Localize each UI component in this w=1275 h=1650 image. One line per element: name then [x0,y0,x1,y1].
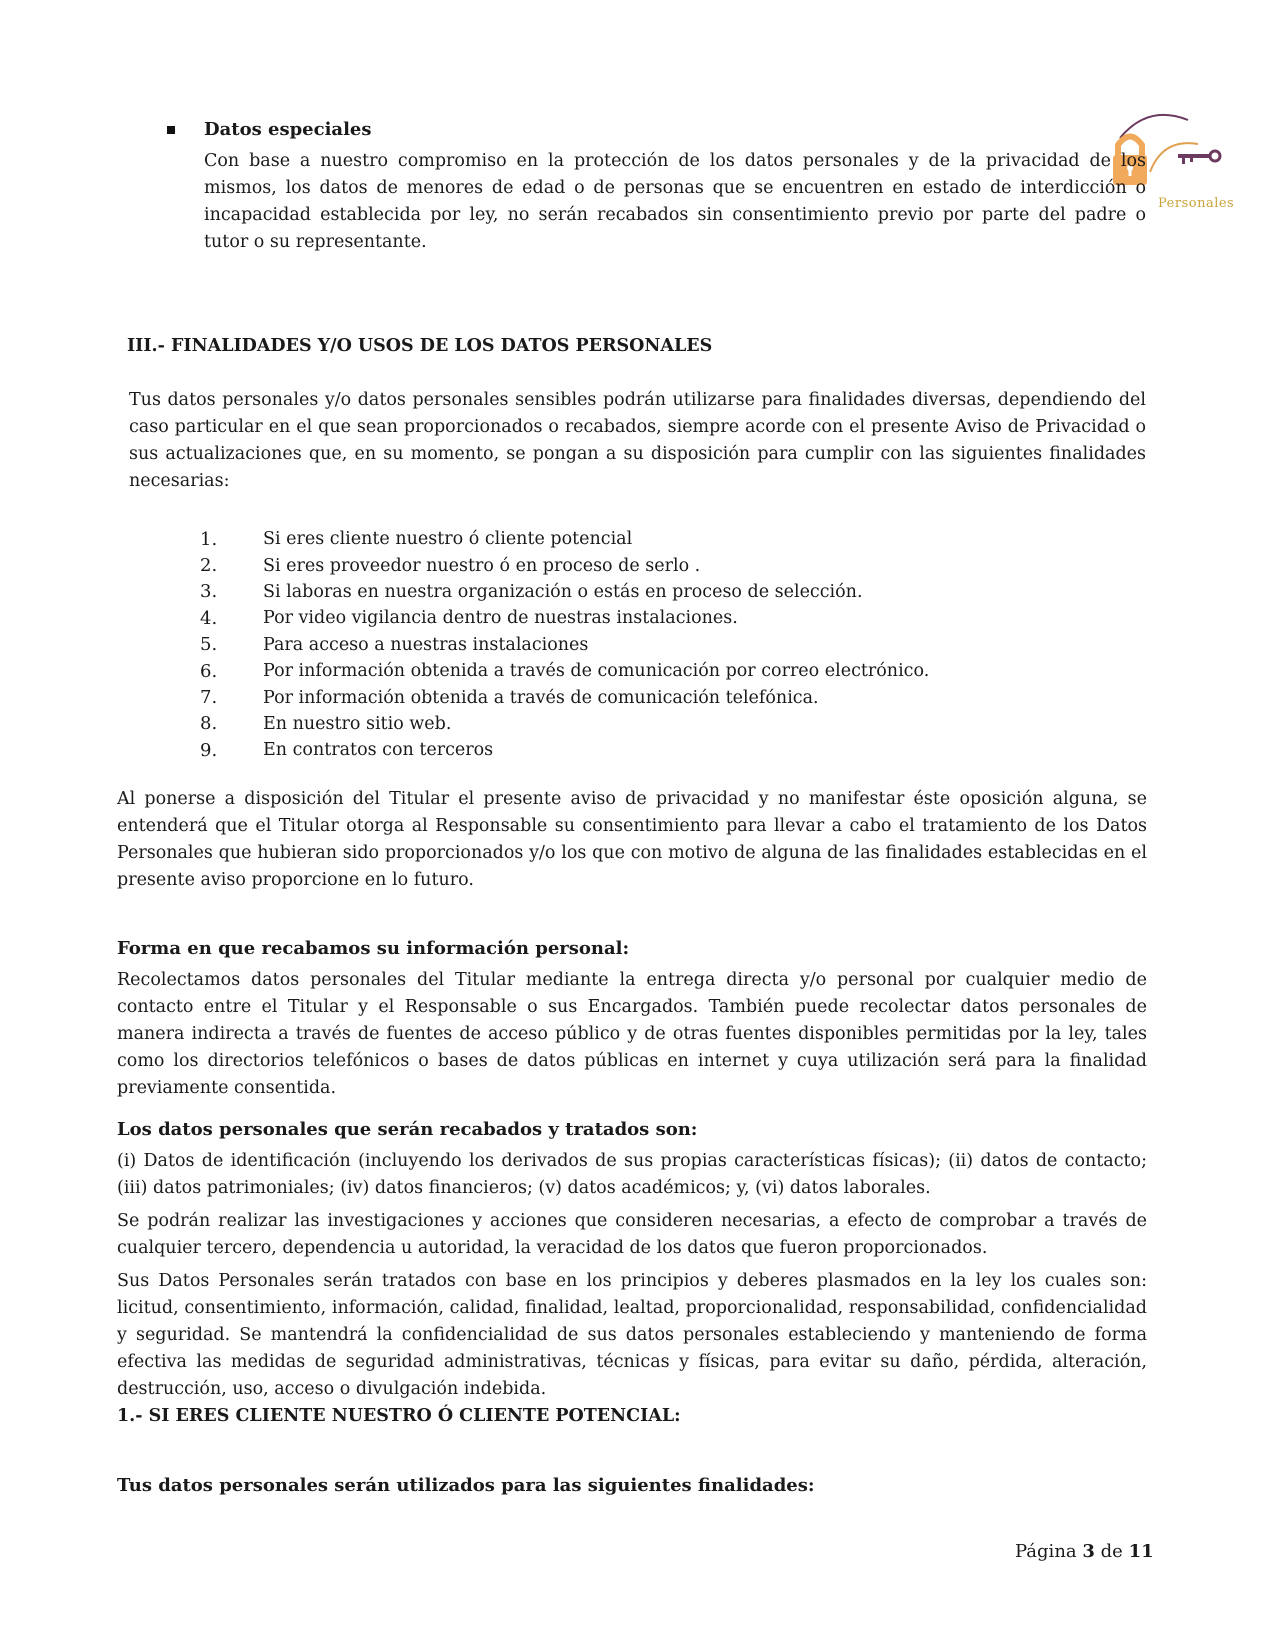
section-intro: Tus datos personales y/o datos personales sensibles podrán utilizarse para finalidades diversas, dependiendo del caso particular en el que sean proporcionados o recabados, siempre acorde con el presente Aviso de Privacidad o sus actualizaciones que, en su momento, se pongan a su disposición para cumplir con las siguientes finalidades necesarias: [129,390,1146,491]
special-data-body: Con base a nuestro compromiso en la protección de los datos personales y de la privacidad de los mismos, los datos de menores de edad o de personas que se encuentren en estado de interdicción o incapacidad establecida por ley, no serán recabados sin consentimiento previo por parte del padre o tutor o su representante. [204,151,1146,252]
list-text: Por video vigilancia dentro de nuestras instalaciones. [263,608,738,629]
list-item [200,711,1100,737]
list-text: Para acceso a nuestras instalaciones [263,634,589,655]
page-separator: de [1100,1541,1123,1562]
list-text: Por información obtenida a través de comunicación telefónica. [263,687,819,708]
page-current: 3 [1082,1541,1095,1562]
list-text: En nuestro sitio web. [263,713,452,734]
list-number: 1. [200,528,218,550]
list-text: Si laboras en nuestra organización o estás en proceso de selección. [263,581,863,602]
logo-text: Personales [1158,196,1235,211]
list-number: 8. [200,713,218,735]
list-item [200,526,1100,552]
list-item [200,552,1100,578]
list-item [200,605,1100,631]
purposes-list [200,526,1100,764]
list-number: 7. [200,687,218,709]
principles-paragraph: Sus Datos Personales serán tratados con base en los principios y deberes plasmados en la ley los cuales son: licitud, consentimiento, información, calidad, finalidad, lealtad, proporcionalidad, responsabilidad, confidencialidad y seguridad. Se mantendrá la confidencialidad de sus datos personales estableciendo y manteniendo de forma efectiva las medidas de seguridad administrativas, técnicas y físicas, para evitar su daño, pérdida, alteración, destrucción, uso, acceso o divulgación indebida. [117,1271,1147,1399]
collected-data-list: (i) Datos de identificación (incluyendo los derivados de sus propias características físicas); (ii) datos de contacto; (iii) datos patrimoniales; (iv) datos financieros; (v) datos académicos; y, (vi) datos laborales. [117,1151,1147,1198]
collected-data-title: Los datos personales que serán recabados y tratados son: [117,1119,698,1140]
list-number: 5. [200,634,218,656]
client-section-title: 1.- SI ERES CLIENTE NUESTRO Ó CLIENTE POTENCIAL: [117,1406,681,1426]
list-number: 4. [200,607,218,629]
list-item [200,579,1100,605]
consent-paragraph: Al ponerse a disposición del Titular el presente aviso de privacidad y no manifestar éste oposición alguna, se entenderá que el Titular otorga al Responsable su consentimiento para llevar a cabo el tratamiento de los Datos Personales que hubieran sido proporcionados y/o los que con motivo de alguna de las finalidades establecidas en el presente aviso proporcione en lo futuro. [117,789,1147,890]
page-total: 11 [1128,1541,1154,1562]
list-item [200,632,1100,658]
list-number: 6. [200,660,218,682]
list-number: 3. [200,581,218,603]
purposes-title: Tus datos personales serán utilizados para las siguientes finalidades: [117,1475,815,1496]
list-number: 2. [200,555,218,577]
collection-method-body: Recolectamos datos personales del Titular mediante la entrega directa y/o personal por cualquier medio de contacto entre el Titular y el Responsable o sus Encargados. También puede recolectar datos personales de manera indirecta a través de fuentes de acceso público y de otras fuentes disponibles permitidas por la ley, tales como los directorios telefónicos o bases de datos públicas en internet y cuya utilización será para la finalidad previamente consentida. [117,970,1147,1098]
list-text: Si eres cliente nuestro ó cliente potencial [263,529,633,550]
list-text: Si eres proveedor nuestro ó en proceso de serlo . [263,555,701,576]
collection-method-title: Forma en que recabamos su información personal: [117,938,630,959]
list-text: En contratos con terceros [263,740,494,761]
investigations-paragraph: Se podrán realizar las investigaciones y acciones que consideren necesarias, a efecto de comprobar a través de cualquier tercero, dependencia u autoridad, la veracidad de los datos que fueron proporcionados. [117,1211,1147,1258]
list-item [200,658,1100,684]
page-number [1015,1541,1154,1562]
section-title: III.- FINALIDADES Y/O USOS DE LOS DATOS PERSONALES [127,336,713,356]
special-data-title: Datos especiales [204,119,372,140]
list-item [200,684,1100,710]
page-label: Página [1015,1541,1077,1562]
list-item [200,737,1100,763]
square-bullet-icon [167,126,175,134]
list-number: 9. [200,739,218,761]
list-text: Por información obtenida a través de comunicación por correo electrónico. [263,661,930,682]
